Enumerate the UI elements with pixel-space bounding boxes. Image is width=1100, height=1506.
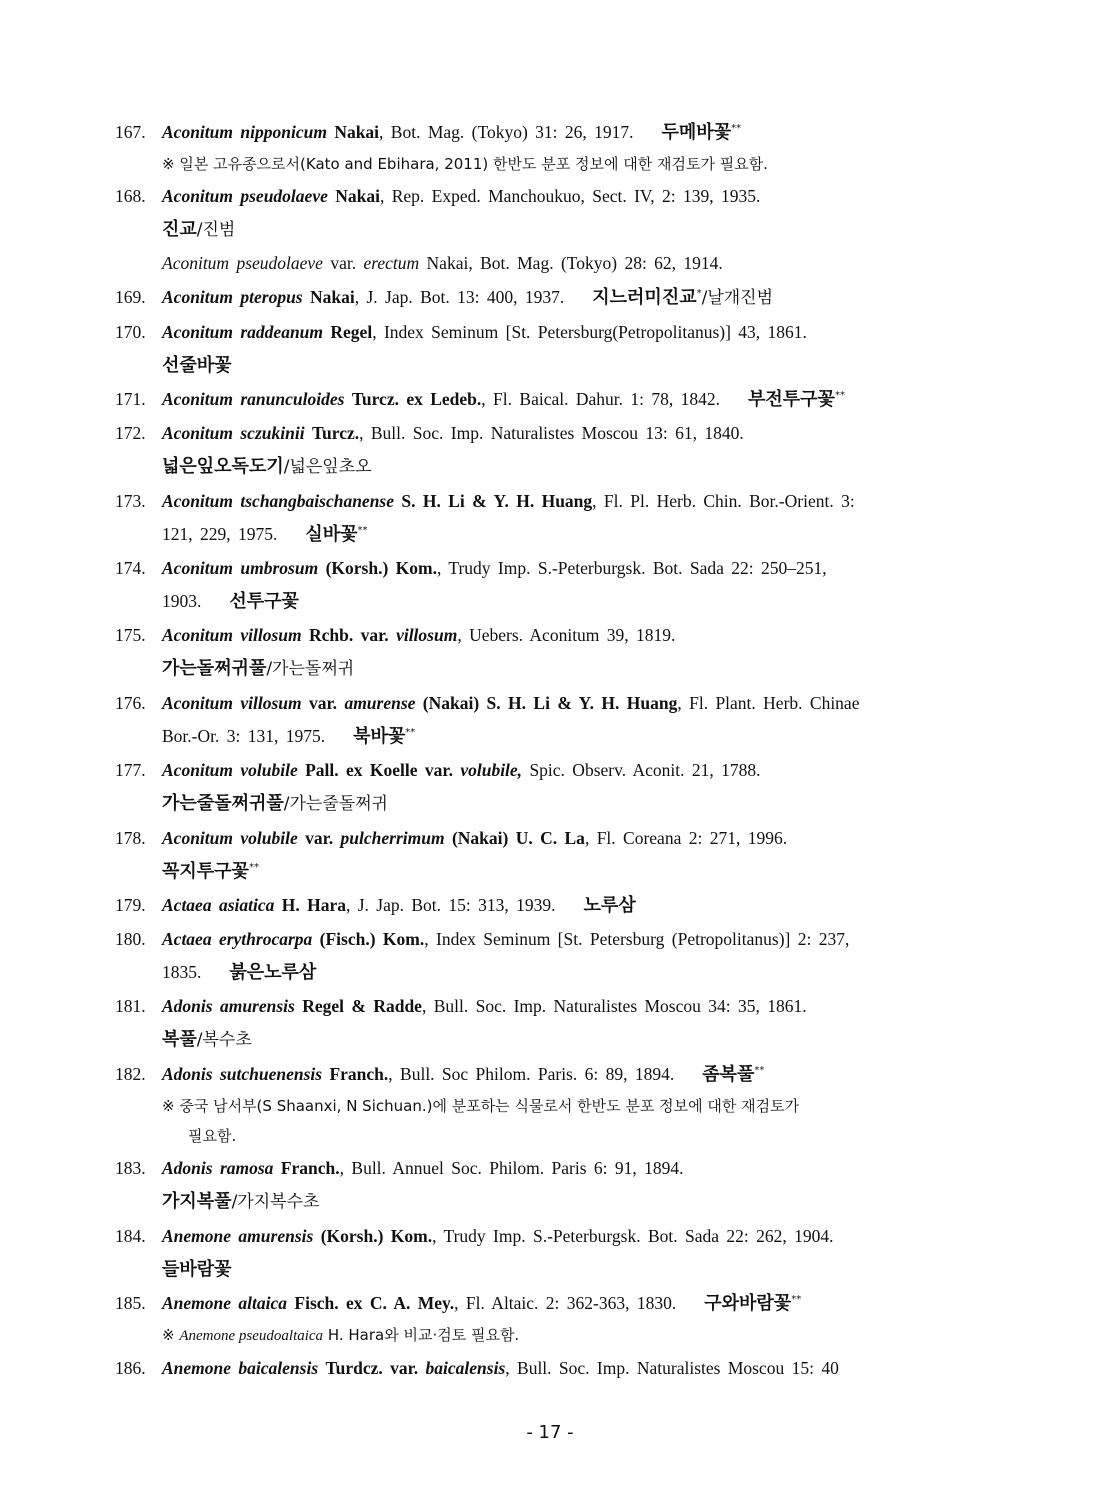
entry-line	[162, 1220, 985, 1253]
alt-korean-name: /가는돌쩌귀	[266, 659, 355, 679]
scientific-name	[162, 389, 344, 409]
entry-line	[162, 450, 985, 484]
entry-line	[162, 923, 985, 956]
scientific-name	[162, 122, 327, 142]
genus: Aconitum	[162, 322, 233, 342]
entry-line	[162, 485, 985, 518]
author: (Nakai) S. H. Li & Y. H. Huang	[422, 693, 678, 713]
entry-line	[162, 889, 985, 922]
entry-line	[162, 619, 985, 652]
rank: var.	[305, 828, 334, 848]
genus: Aconitum	[162, 693, 233, 713]
genus: Anemone	[162, 1226, 232, 1246]
citation: , Fl. Altaic. 2: 362-363, 1830.	[454, 1293, 677, 1313]
entry-line	[162, 754, 985, 787]
scientific-name	[162, 929, 312, 949]
citation: , Bull. Soc. Imp. Naturalistes Moscou 34: 35, 1861.	[421, 996, 807, 1016]
citation: , Bull. Soc. Imp. Naturalistes Moscou 13: 61, 1840.	[359, 423, 744, 443]
entry-number: 183.	[115, 1158, 146, 1178]
note: ※ 일본 고유종으로서(Kato and Ebihara, 2011) 한반도 분포 정보에 대한 재검토가 필요함.	[162, 155, 768, 173]
entry-line	[162, 1023, 985, 1057]
footnote-mark: **	[731, 123, 742, 135]
alt-korean-name: /복수초	[196, 1030, 252, 1050]
species: baicalensis	[238, 1358, 319, 1378]
list-item	[115, 619, 985, 686]
genus: Actaea	[162, 929, 212, 949]
list-item	[115, 1152, 985, 1219]
note-latin-name: Anemone pseudoaltaica	[179, 1328, 324, 1344]
author: Fisch. ex C. A. Mey.	[294, 1293, 455, 1313]
species: pteropus	[240, 287, 303, 307]
citation: , Fl. Coreana 2: 271, 1996.	[584, 828, 788, 848]
korean-name: 복풀	[162, 1029, 197, 1050]
alt-korean-name: /가는줄돌쩌귀	[283, 794, 388, 814]
note: ※ 중국 남서부(S Shaanxi, N Sichuan.)에 분포하는 식물로서 한반도 분포 정보에 대한 재검토가	[162, 1097, 800, 1115]
species: sutchuenensis	[219, 1064, 323, 1084]
infraspecific-name: baicalensis	[425, 1358, 506, 1378]
entry-number: 180.	[115, 929, 146, 949]
entry-line	[162, 518, 985, 551]
species: altaica	[238, 1293, 288, 1313]
author: Turdcz. var.	[325, 1358, 419, 1378]
species: erythrocarpa	[218, 929, 313, 949]
infraspecific-name: erectum	[363, 253, 420, 273]
citation: Spic. Observ. Aconit. 21, 1788.	[522, 760, 761, 780]
entry-line	[162, 687, 985, 720]
species: ramosa	[219, 1158, 274, 1178]
citation-continued: 121, 229, 1975.	[162, 524, 278, 544]
species: volubile	[240, 760, 298, 780]
author: Nakai	[309, 287, 355, 307]
korean-name: 붉은노루삼	[229, 962, 317, 983]
entry-number: 170.	[115, 322, 146, 342]
document-page	[115, 116, 985, 1386]
entry-line	[162, 316, 985, 349]
scientific-name	[162, 1293, 287, 1313]
entry-line	[162, 213, 985, 247]
korean-name: 들바람꽃	[162, 1259, 232, 1280]
korean-name: 구와바람꽃	[704, 1293, 792, 1314]
author: Nakai	[335, 186, 380, 206]
list-item	[115, 754, 985, 821]
author: Pall. ex Koelle var.	[305, 760, 453, 780]
citation-continued: Bor.-Or. 3: 131, 1975.	[162, 726, 326, 746]
genus: Aconitum	[162, 828, 233, 848]
synonym-name: Aconitum pseudolaeve	[162, 253, 323, 273]
genus: Actaea	[162, 895, 212, 915]
korean-name: 좀복풀	[702, 1064, 755, 1085]
entry-line	[162, 1253, 985, 1286]
citation: , Bot. Mag. (Tokyo) 31: 26, 1917.	[379, 122, 634, 142]
list-item	[115, 1287, 985, 1351]
korean-name: 북바꽃	[353, 726, 406, 747]
footnote-mark: **	[357, 525, 368, 537]
citation: , Trudy Imp. S.-Peterburgsk. Bot. Sada 22: 250–251,	[436, 558, 827, 578]
author: (Korsh.) Kom.	[325, 558, 437, 578]
author: S. H. Li & Y. H. Huang	[401, 491, 593, 511]
footnote-mark: *	[696, 288, 702, 300]
species: villosum	[240, 625, 302, 645]
infraspecific-name: pulcherrimum	[340, 828, 445, 848]
entry-number: 173.	[115, 491, 146, 511]
entry-number: 184.	[115, 1226, 146, 1246]
infraspecific-name: amurense	[344, 693, 416, 713]
species: volubile	[240, 828, 298, 848]
entry-number: 172.	[115, 423, 146, 443]
korean-name: 부전투구꽃	[747, 389, 835, 410]
entry-number: 169.	[115, 287, 146, 307]
entry-line	[162, 822, 985, 855]
citation-continued: 1835.	[162, 962, 202, 982]
citation: , Bull. Annuel Soc. Philom. Paris 6: 91, 1894.	[339, 1158, 684, 1178]
list-item	[115, 281, 985, 315]
entry-line	[162, 1287, 985, 1320]
entry-number: 175.	[115, 625, 146, 645]
scientific-name	[162, 760, 298, 780]
author: (Nakai) U. C. La	[451, 828, 585, 848]
entry-line	[162, 585, 985, 618]
species: asiatica	[218, 895, 275, 915]
author: Regel	[330, 322, 373, 342]
entry-number: 186.	[115, 1358, 146, 1378]
genus: Anemone	[162, 1358, 232, 1378]
species: umbrosum	[240, 558, 319, 578]
citation: , Index Seminum [St. Petersburg(Petropolitanus)] 43, 1861.	[372, 322, 807, 342]
list-item	[115, 417, 985, 484]
author: Turcz. ex Ledeb.	[351, 389, 482, 409]
author: (Korsh.) Kom.	[320, 1226, 433, 1246]
author: Nakai	[334, 122, 380, 142]
species: pseudolaeve	[240, 186, 328, 206]
citation: , Bull. Soc Philom. Paris. 6: 89, 1894.	[388, 1064, 675, 1084]
species: ranunculoides	[240, 389, 345, 409]
entry-line	[162, 990, 985, 1023]
citation: , Fl. Pl. Herb. Chin. Bor.-Orient. 3:	[592, 491, 855, 511]
author: Franch.	[329, 1064, 389, 1084]
citation-continued: 1903.	[162, 591, 202, 611]
scientific-name	[162, 828, 298, 848]
species: sczukinii	[240, 423, 305, 443]
genus: Aconitum	[162, 760, 233, 780]
entry-line	[162, 1185, 985, 1219]
list-item	[115, 687, 985, 753]
korean-name: 선투구꽃	[229, 591, 299, 612]
entry-line	[162, 956, 985, 989]
entry-line	[162, 1058, 985, 1091]
note	[162, 1320, 985, 1351]
infraspecific-name: villosum	[396, 625, 458, 645]
list-item	[115, 1352, 985, 1385]
list-item	[115, 552, 985, 618]
genus: Aconitum	[162, 287, 233, 307]
genus: Adonis	[162, 1158, 213, 1178]
scientific-name	[162, 625, 302, 645]
page-number: - 17 -	[526, 1422, 574, 1443]
korean-name: 실바꽃	[305, 524, 358, 545]
entry-line	[162, 1352, 985, 1385]
species: amurensis	[238, 1226, 314, 1246]
list-item	[115, 1058, 985, 1151]
author: H. Hara	[281, 895, 346, 915]
alt-korean-name: /진범	[196, 220, 236, 240]
species: villosum	[240, 693, 302, 713]
author: (Fisch.) Kom.	[319, 929, 425, 949]
scientific-name	[162, 558, 318, 578]
footnote-mark: **	[754, 1065, 765, 1077]
note-text: H. Hara와 비교·검토 필요함.	[323, 1326, 520, 1344]
entry-line	[162, 417, 985, 450]
list-item	[115, 116, 985, 179]
alt-korean-name: /날개진범	[701, 288, 774, 308]
genus: Aconitum	[162, 491, 233, 511]
note-continued: 필요함.	[188, 1127, 237, 1145]
korean-name: 넓은잎오독도기	[162, 456, 284, 477]
author: Turcz.	[311, 423, 360, 443]
species: nipponicum	[240, 122, 327, 142]
korean-name: 진교	[162, 219, 197, 240]
list-item	[115, 485, 985, 551]
scientific-name	[162, 1158, 273, 1178]
genus: Adonis	[162, 996, 213, 1016]
list-item	[115, 889, 985, 922]
list-item	[115, 1220, 985, 1286]
entry-line	[162, 383, 985, 416]
alt-korean-name: /넓은잎초오	[283, 457, 372, 477]
list-item	[115, 923, 985, 989]
genus: Aconitum	[162, 625, 233, 645]
genus: Aconitum	[162, 558, 233, 578]
entry-number: 181.	[115, 996, 146, 1016]
footnote-mark: **	[405, 727, 416, 739]
korean-name: 가는돌쩌귀풀	[162, 658, 267, 679]
citation: , Fl. Baical. Dahur. 1: 78, 1842.	[481, 389, 720, 409]
entry-number: 171.	[115, 389, 146, 409]
genus: Anemone	[162, 1293, 232, 1313]
citation: , Index Seminum [St. Petersburg (Petropolitanus)] 2: 237,	[424, 929, 850, 949]
entry-line	[162, 349, 985, 382]
korean-name: 선줄바꽃	[162, 355, 232, 376]
entry-line	[162, 787, 985, 821]
species: amurensis	[219, 996, 295, 1016]
author: Rchb. var.	[309, 625, 389, 645]
entry-line	[162, 1152, 985, 1185]
infraspecific-name: volubile,	[460, 760, 523, 780]
genus: Adonis	[162, 1064, 213, 1084]
scientific-name	[162, 423, 305, 443]
list-item	[115, 180, 985, 280]
scientific-name	[162, 287, 303, 307]
korean-name: 가는줄돌쩌귀풀	[162, 793, 284, 814]
citation: , J. Jap. Bot. 13: 400, 1937.	[354, 287, 565, 307]
synonym-line	[162, 247, 985, 280]
genus: Aconitum	[162, 423, 233, 443]
scientific-name	[162, 693, 302, 713]
scientific-name	[162, 186, 328, 206]
entry-number: 179.	[115, 895, 146, 915]
genus: Aconitum	[162, 186, 233, 206]
entry-line	[162, 552, 985, 585]
species: tschangbaischanense	[240, 491, 395, 511]
scientific-name	[162, 1358, 318, 1378]
author: Regel & Radde	[302, 996, 422, 1016]
citation: , Trudy Imp. S.-Peterburgsk. Bot. Sada 22: 262, 1904.	[432, 1226, 834, 1246]
synonym-citation: Nakai, Bot. Mag. (Tokyo) 28: 62, 1914.	[426, 253, 723, 273]
alt-korean-name: /가지복수초	[231, 1192, 320, 1212]
list-item	[115, 990, 985, 1057]
entry-number: 176.	[115, 693, 146, 713]
entry-number: 174.	[115, 558, 146, 578]
scientific-name	[162, 996, 295, 1016]
scientific-name	[162, 1064, 322, 1084]
genus: Aconitum	[162, 122, 233, 142]
list-item	[115, 822, 985, 888]
entry-line	[162, 720, 985, 753]
footnote-mark: **	[791, 1294, 802, 1306]
citation: , Uebers. Aconitum 39, 1819.	[457, 625, 676, 645]
entry-line	[162, 281, 985, 315]
entry-number: 185.	[115, 1293, 146, 1313]
korean-name: 지느러미진교	[592, 287, 697, 308]
korean-name: 두메바꽃	[661, 122, 732, 143]
entry-line	[162, 180, 985, 213]
entry-number: 177.	[115, 760, 146, 780]
entry-number: 182.	[115, 1064, 146, 1084]
scientific-name	[162, 491, 394, 511]
scientific-name	[162, 322, 323, 342]
citation: , Rep. Exped. Manchoukuo, Sect. IV, 2: 139, 1935.	[379, 186, 761, 206]
note-marker: ※	[162, 1326, 180, 1344]
list-item	[115, 316, 985, 382]
entry-line	[162, 855, 985, 888]
scientific-name	[162, 1226, 313, 1246]
footnote-mark: **	[248, 862, 259, 874]
citation: , Fl. Plant. Herb. Chinae	[677, 693, 860, 713]
list-item	[115, 383, 985, 416]
entry-line	[162, 116, 985, 149]
korean-name: 가지복풀	[162, 1191, 232, 1212]
entry-number: 178.	[115, 828, 146, 848]
korean-name: 노루삼	[583, 895, 636, 916]
species: raddeanum	[240, 322, 324, 342]
genus: Aconitum	[162, 389, 233, 409]
rank: var.	[330, 253, 357, 273]
entry-number: 168.	[115, 186, 146, 206]
entry-line	[162, 652, 985, 686]
entry-number: 167.	[115, 122, 146, 142]
footnote-mark: **	[834, 390, 845, 402]
citation: , Bull. Soc. Imp. Naturalistes Moscou 15: 40	[505, 1358, 839, 1378]
citation: , J. Jap. Bot. 15: 313, 1939.	[346, 895, 556, 915]
korean-name: 꼭지투구꽃	[162, 861, 249, 882]
scientific-name	[162, 895, 274, 915]
author: Franch.	[280, 1158, 340, 1178]
rank: var.	[309, 693, 338, 713]
